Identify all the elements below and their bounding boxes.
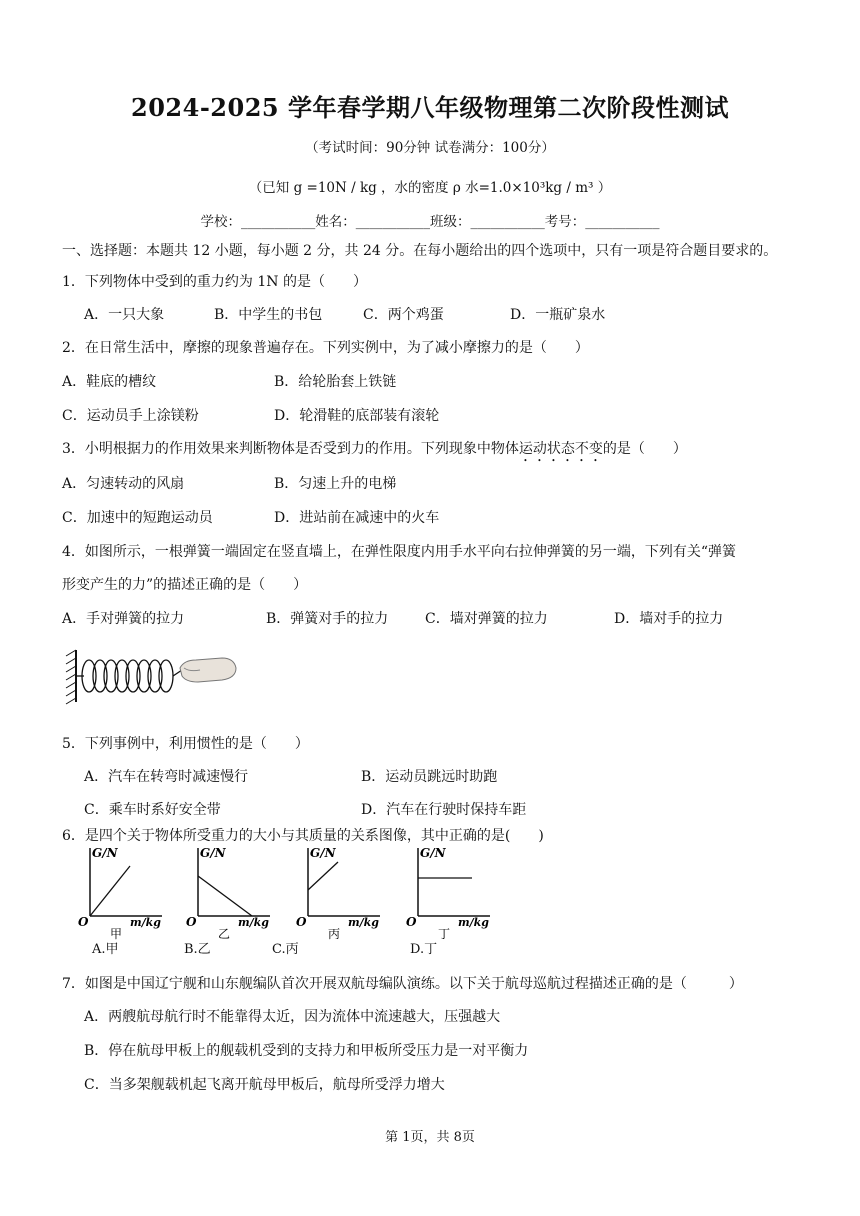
question-5-option-b: B．运动员跳远时助跑	[361, 769, 498, 785]
student-info: 学校：___________姓名：___________班级：___________考号：___________	[200, 214, 660, 230]
section-heading: 一、选择题：本题共 12 小题，每小题 2 分，共 24 分。在每小题给出的四个选项中，只有一项是符合题目要求的。	[62, 243, 778, 259]
question-7-stem: 7．如图是中国辽宁舰和山东舰编队首次开展双航母编队演练。以下关于航母巡航过程描述正确的是（ ）	[62, 976, 743, 992]
question-1-option-a: A．一只大象	[84, 307, 165, 323]
graph-yi-y-label: G/N	[200, 846, 226, 860]
graph-bing-x-label: m/kg	[348, 916, 379, 929]
question-2-option-a: A．鞋底的槽纹	[62, 374, 157, 390]
question-2-stem: 2．在日常生活中，摩擦的现象普遍存在。下列实例中，为了减小摩擦力的是（ ）	[62, 340, 589, 356]
question-6-stem: 6．是四个关于物体所受重力的大小与其质量的关系图像，其中正确的是( )	[62, 828, 544, 844]
graph-bing-origin: O	[296, 915, 307, 929]
question-2-option-c: C．运动员手上涂镁粉	[62, 408, 199, 424]
question-2-option-b: B．给轮胎套上铁链	[274, 374, 397, 390]
question-1-option-d: D．一瓶矿泉水	[510, 307, 606, 323]
given-constants: （已知 g =10N / kg ，水的密度 ρ 水=1.0×10³kg / m³ ）	[248, 180, 612, 196]
question-3-option-d: D．进站前在减速中的火车	[274, 510, 440, 526]
question-4-option-b: B．弹簧对手的拉力	[266, 611, 389, 627]
question-3-emphasis: 运动状态不变	[518, 441, 603, 457]
graph-jia-y-label: G/N	[92, 846, 118, 860]
graph-bing-name: 丙	[328, 927, 341, 940]
graph-jia	[78, 846, 162, 940]
page-number: 第 1页，共 8页	[385, 1130, 475, 1145]
question-6-option-b: B.乙	[184, 942, 211, 957]
graph-yi-x-label: m/kg	[238, 916, 269, 929]
question-6-option-d: D.丁	[410, 942, 438, 957]
graph-ding-x-label: m/kg	[458, 916, 489, 929]
question-3-stem-pre: 3．小明根据力的作用效果来判断物体是否受到力的作用。下列现象中物体	[62, 441, 519, 457]
graph-yi-name: 乙	[218, 927, 231, 940]
question-4-option-c: C．墙对弹簧的拉力	[425, 611, 548, 627]
graph-yi	[186, 846, 270, 940]
graph-bing-line	[308, 862, 338, 890]
wall-icon	[66, 650, 76, 704]
question-3-option-b: B．匀速上升的电梯	[274, 476, 397, 492]
graph-jia-origin: O	[78, 915, 89, 929]
question-4-stem-line2: 形变产生的力”的描述正确的是（ ）	[62, 577, 308, 593]
question-2-option-d: D．轮滑鞋的底部装有滚轮	[274, 408, 440, 424]
graphs-figure	[74, 844, 524, 940]
graph-ding-name: 丁	[438, 927, 451, 940]
graph-jia-name: 甲	[110, 927, 123, 940]
exam-info: （考试时间：90分钟 试卷满分：100分）	[305, 140, 555, 156]
question-6-option-c: C.丙	[272, 942, 299, 957]
graph-yi-line	[198, 876, 252, 916]
question-5-stem: 5．下列事例中，利用惯性的是（ ）	[62, 736, 309, 752]
question-1-stem: 1．下列物体中受到的重力约为 1N 的是（ ）	[62, 274, 367, 290]
question-3-stem	[62, 438, 687, 465]
question-5-option-a: A．汽车在转弯时减速慢行	[84, 769, 249, 785]
spring-figure	[62, 646, 242, 706]
hand-icon	[180, 658, 236, 682]
question-7-option-b: B．停在航母甲板上的舰载机受到的支持力和甲板所受压力是一对平衡力	[84, 1043, 529, 1059]
question-7-option-c: C．当多架舰载机起飞离开航母甲板后，航母所受浮力增大	[84, 1077, 445, 1093]
graph-ding-y-label: G/N	[420, 846, 446, 860]
graph-bing-y-label: G/N	[310, 846, 336, 860]
spring-icon	[76, 660, 182, 692]
question-1-option-c: C．两个鸡蛋	[363, 307, 444, 323]
graph-yi-origin: O	[186, 915, 197, 929]
question-3-option-a: A．匀速转动的风扇	[62, 476, 185, 492]
question-4-stem-line1: 4．如图所示，一根弹簧一端固定在竖直墙上，在弹性限度内用手水平向右拉伸弹簧的另一端，下列有关“弹簧	[62, 544, 737, 560]
question-3-stem-post: 的是（ ）	[602, 441, 687, 457]
question-4-option-d: D．墙对手的拉力	[614, 611, 724, 627]
question-6-option-a: A.甲	[92, 942, 119, 957]
graph-jia-line	[90, 866, 130, 916]
graph-ding-origin: O	[406, 915, 417, 929]
question-4-option-a: A．手对弹簧的拉力	[62, 611, 185, 627]
graph-ding	[406, 846, 490, 940]
question-5-option-d: D．汽车在行驶时保持车距	[361, 802, 527, 818]
exam-title: 2024-2025 学年春学期八年级物理第二次阶段性测试	[131, 93, 729, 122]
graph-jia-x-label: m/kg	[130, 916, 161, 929]
question-1-option-b: B．中学生的书包	[214, 307, 323, 323]
question-3-option-c: C．加速中的短跑运动员	[62, 510, 213, 526]
graph-bing	[296, 846, 380, 940]
question-5-option-c: C．乘车时系好安全带	[84, 802, 221, 818]
question-7-option-a: A．两艘航母航行时不能靠得太近，因为流体中流速越大，压强越大	[84, 1009, 501, 1025]
